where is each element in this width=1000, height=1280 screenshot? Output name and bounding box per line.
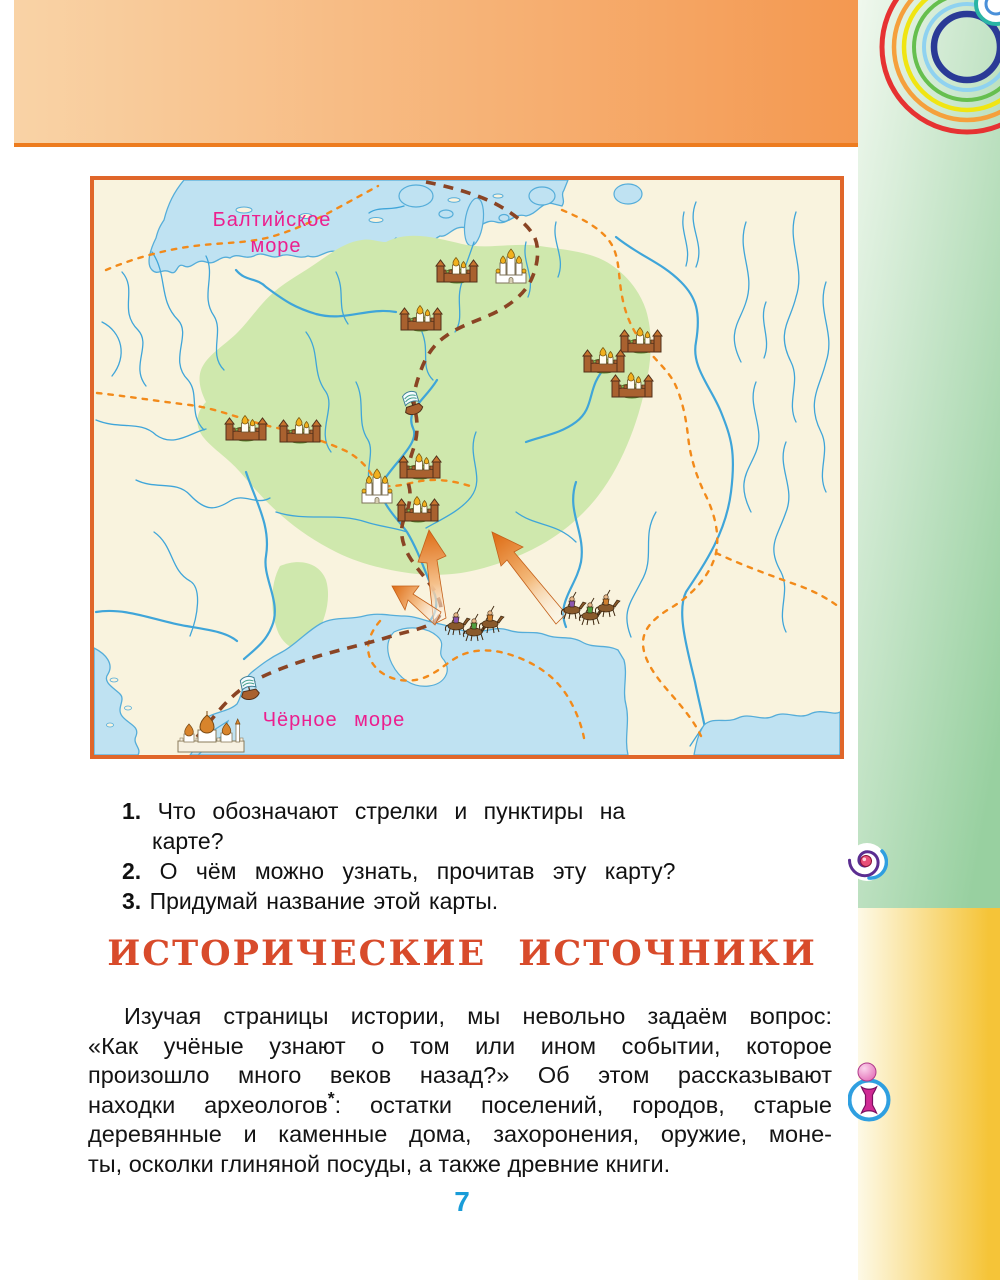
questions-block	[122, 796, 692, 916]
paragraph-line: ты, осколки глиняной посуды, а также древние книги.	[88, 1150, 671, 1177]
baltic-sea-label: море	[250, 235, 302, 257]
question-number: 1.	[122, 798, 142, 824]
question-text: О чём можно узнать, прочитав эту карту?	[159, 858, 676, 884]
paragraph-text: : остатки поселений, городов, старые	[334, 1091, 832, 1118]
historical-map	[90, 176, 844, 759]
header-banner	[14, 0, 858, 147]
black-sea-label: Чёрное море	[262, 709, 406, 731]
question-item	[122, 796, 692, 856]
section-title: ИСТОРИЧЕСКИЕ ИСТОЧНИКИ	[107, 933, 817, 974]
term-text: находки археологов	[88, 1091, 328, 1118]
paragraph-line	[88, 1087, 832, 1121]
paragraph-line: «Как учёные узнают о том или ином событии, которое	[88, 1032, 832, 1059]
question-number: 3.	[122, 888, 142, 914]
question-text: Придумай название этой карты.	[149, 888, 499, 914]
paragraph-line: Изучая страницы истории, мы невольно задаём вопрос:	[124, 1003, 832, 1029]
page-number: 7	[454, 1186, 470, 1217]
question-item	[122, 886, 692, 916]
baltic-sea-label: Балтийское	[212, 209, 332, 231]
footnote-asterisk: *	[327, 1087, 335, 1108]
question-number: 2.	[122, 858, 142, 884]
spiral-icon	[846, 841, 888, 883]
paragraph-line: произошло много веков назад?» Об этом рассказывают	[88, 1062, 832, 1089]
question-text: Что обозначают стрелки и пунктиры на карте?	[152, 798, 626, 854]
rainbow-circles-icon	[858, 0, 1000, 165]
body-paragraph	[88, 1002, 832, 1180]
info-icon	[848, 1060, 894, 1126]
question-item	[122, 856, 692, 886]
paragraph-line: деревянные и каменные дома, захоронения, оружие, моне-	[88, 1121, 832, 1148]
